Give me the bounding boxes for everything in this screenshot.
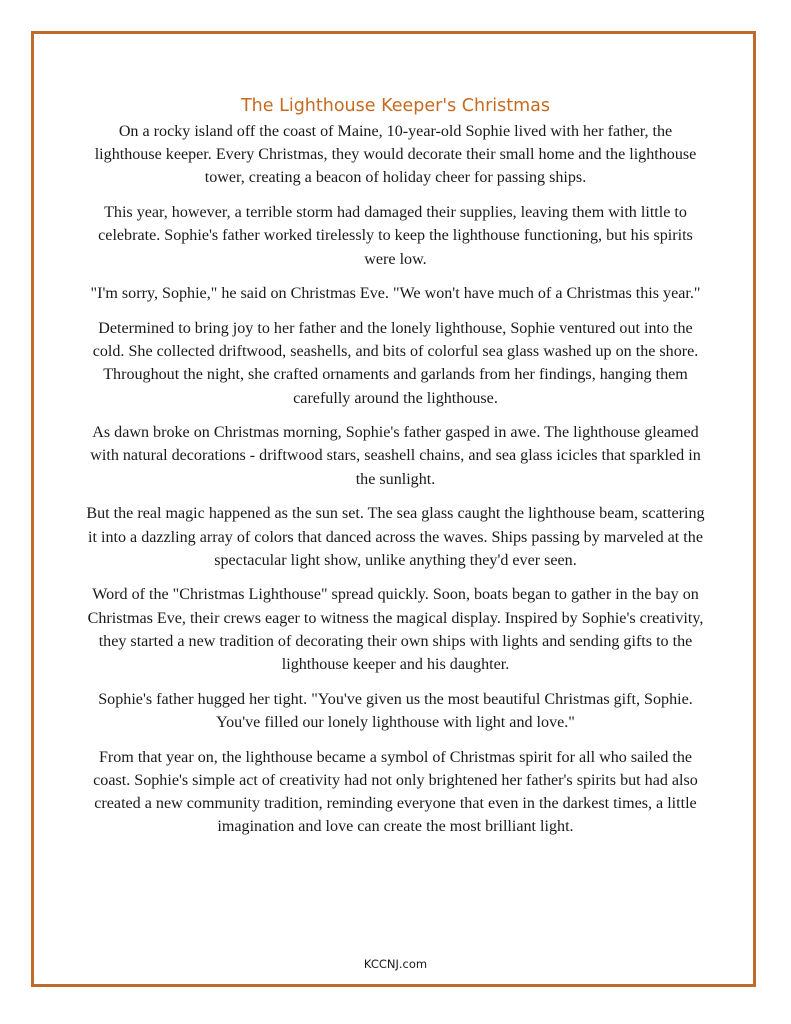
story-title: The Lighthouse Keeper's Christmas xyxy=(240,96,551,116)
footer-site-name: KCCNJ.com xyxy=(363,957,428,971)
story-paragraph-1: On a rocky island off the coast of Maine, 10-year-old Sophie lived with her father, the lighthouse keeper. Every Christmas, they would decorate their small home and the lighthouse tower, creating a beacon of holiday cheer for passing ships. xyxy=(94,123,697,187)
story-paragraph-7: Word of the "Christmas Lighthouse" spread quickly. Soon, boats began to gather in the bay on Christmas Eve, their crews eager to witness the magical display. Inspired by Sophie's creativity, they started a new tradition of decorating their own ships with lights and sending gifts to the lighthouse keeper and his daughter. xyxy=(87,586,704,674)
story-content xyxy=(84,94,707,850)
story-paragraph-2: This year, however, a terrible storm had damaged their supplies, leaving them with little to celebrate. Sophie's father worked tirelessly to keep the lighthouse functioning, but his spirits were low. xyxy=(98,204,693,268)
story-paragraph-9: From that year on, the lighthouse became a symbol of Christmas spirit for all who sailed the coast. Sophie's simple act of creativity had not only brightened her father's spirits but had also created a new community tradition, reminding everyone that even in the darkest times, a little imagination and love can create the most brilliant light. xyxy=(93,748,698,836)
story-paragraph-8: Sophie's father hugged her tight. "You've given us the most beautiful Christmas gift, Sophie. You've filled our lonely lighthouse with light and love." xyxy=(98,690,693,731)
story-paragraph-4: Determined to bring joy to her father and the lonely lighthouse, Sophie ventured out into the cold. She collected driftwood, seashells, and bits of colorful sea glass washed up on the shore. Throughout the night, she crafted ornaments and garlands from her findings, hanging them carefully around the lighthouse. xyxy=(92,319,699,407)
story-paragraph-6: But the real magic happened as the sun set. The sea glass caught the lighthouse beam, scattering it into a dazzling array of colors that danced across the waves. Ships passing by marveled at the spectacular light show, unlike anything they'd ever seen. xyxy=(86,505,705,569)
story-paragraph-3: "I'm sorry, Sophie," he said on Christmas Eve. "We won't have much of a Christmas this year." xyxy=(90,285,701,303)
story-paragraph-5: As dawn broke on Christmas morning, Sophie's father gasped in awe. The lighthouse gleamed with natural decorations - driftwood stars, seashell chains, and sea glass icicles that sparkled in the sunlight. xyxy=(90,424,701,488)
